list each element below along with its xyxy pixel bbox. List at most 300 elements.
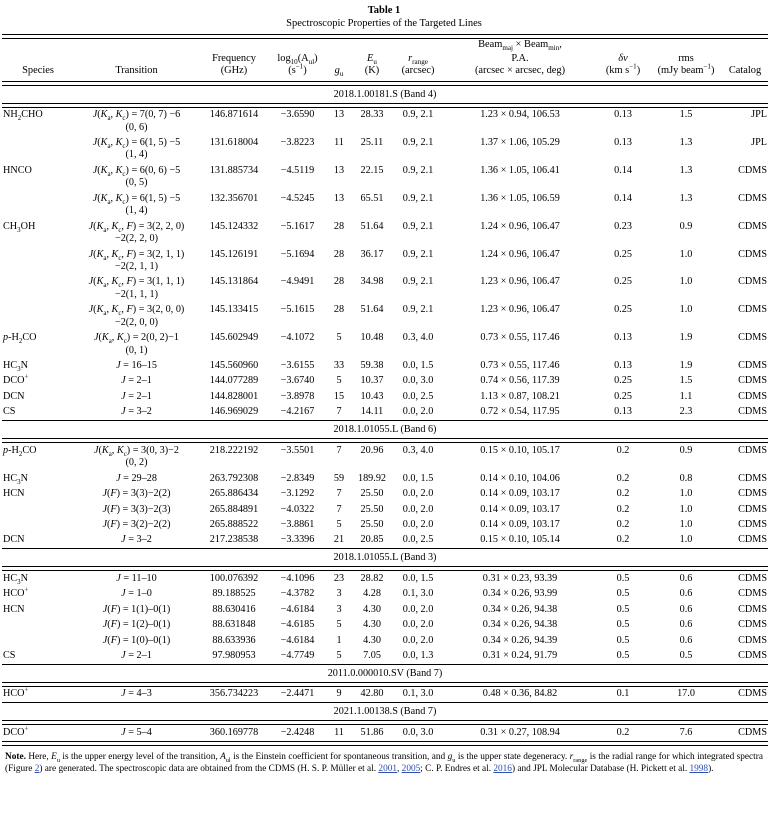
cell-species xyxy=(2,502,74,517)
table-row xyxy=(2,136,768,164)
cell-rrange: 0.9, 2.1 xyxy=(402,220,434,232)
cell-log-aul: −4.3782 xyxy=(280,588,315,600)
reference-link-2005[interactable]: 2005 xyxy=(401,764,421,775)
cell-catalog: CDMS xyxy=(738,603,767,615)
header-gu-sub: u xyxy=(339,70,344,79)
table-row xyxy=(2,487,768,502)
header-log-unit-open: (s xyxy=(288,65,296,77)
transition-line-1: J = 2–1 xyxy=(121,390,152,402)
cell-rrange: 0.0, 2.0 xyxy=(402,488,434,500)
note-rrange-sub: range xyxy=(573,756,588,764)
figure-2-link[interactable]: 2 xyxy=(34,764,40,775)
cell-gu: 9 xyxy=(336,688,342,700)
table-row xyxy=(2,602,768,617)
cell-gu: 23 xyxy=(333,572,345,584)
note-text-2: is the upper energy level of the transition, xyxy=(59,751,221,762)
cell-eu: 10.48 xyxy=(360,332,384,344)
species-subscript: 2 xyxy=(17,115,22,123)
cell-catalog: CDMS xyxy=(738,650,767,662)
species-subscript: 3 xyxy=(17,366,21,374)
cell-catalog: CDMS xyxy=(738,444,767,456)
cell-eu: 25.50 xyxy=(360,488,384,500)
header-rms-label: rms xyxy=(678,53,694,65)
header-v-symbol: v xyxy=(623,53,628,65)
cell-transition xyxy=(74,571,199,587)
note-eu-symbol: E xyxy=(51,751,57,762)
transition-line-1: J(F) = 1(0)–0(1) xyxy=(102,634,171,646)
header-eu-unit: (K) xyxy=(364,65,380,77)
cell-transition xyxy=(74,487,199,502)
cell-gu: 5 xyxy=(336,619,342,631)
transition-line-2: (1, 4) xyxy=(125,205,148,217)
header-log-aul xyxy=(269,51,326,81)
cell-eu: 20.85 xyxy=(360,534,384,546)
table-row xyxy=(2,219,768,247)
cell-species xyxy=(2,303,74,331)
table-row xyxy=(2,502,768,517)
table-row xyxy=(2,618,768,633)
cell-rms: 0.6 xyxy=(679,572,693,584)
cell-species: $p-H_2CO$ xyxy=(3,444,37,458)
cell-catalog: CDMS xyxy=(738,276,767,288)
cell-eu: 59.38 xyxy=(360,360,384,372)
cell-rrange: 0.0, 1.5 xyxy=(402,472,434,484)
cell-transition xyxy=(74,633,199,648)
cell-rrange: 0.0, 1.3 xyxy=(402,650,434,662)
cell-log-aul: −4.2167 xyxy=(280,406,315,418)
header-rms xyxy=(650,51,722,81)
cell-transition xyxy=(74,136,199,164)
header-eu-symbol: E xyxy=(367,53,374,65)
cell-catalog: CDMS xyxy=(738,503,767,515)
cell-frequency: 356.734223 xyxy=(209,688,259,700)
cell-beam: 0.72 × 0.54, 117.95 xyxy=(480,406,560,418)
cell-transition xyxy=(74,649,199,665)
note-gu-sub: u xyxy=(452,756,456,764)
cell-catalog: JPL xyxy=(751,137,767,149)
spectroscopic-properties-table xyxy=(2,34,768,746)
cell-frequency: 88.631848 xyxy=(212,619,256,631)
cell-rms: 7.6 xyxy=(679,726,693,738)
cell-frequency: 145.131864 xyxy=(209,276,259,288)
cell-gu: 1 xyxy=(336,634,342,646)
cell-log-aul: −5.1694 xyxy=(280,248,315,260)
cell-log-aul: −3.5501 xyxy=(280,444,315,456)
cell-transition xyxy=(74,247,199,275)
cell-frequency: 265.886434 xyxy=(209,488,259,500)
cell-log-aul: −3.3396 xyxy=(280,534,315,546)
cell-delta-v: 0.13 xyxy=(614,137,632,149)
cell-transition xyxy=(74,303,199,331)
cell-transition xyxy=(74,405,199,421)
note-rrange-symbol: r xyxy=(569,751,574,762)
cell-delta-v: 0.14 xyxy=(614,164,632,176)
section-header-row xyxy=(2,549,768,567)
header-frequency-unit: (GHz) xyxy=(220,65,248,77)
cell-delta-v: 0.14 xyxy=(614,192,632,204)
cell-rms: 1.0 xyxy=(679,503,693,515)
cell-delta-v: 0.2 xyxy=(616,472,630,484)
cell-beam: 1.23 × 0.96, 106.47 xyxy=(480,304,560,316)
cell-eu: 20.96 xyxy=(360,444,384,456)
cell-eu: 22.15 xyxy=(360,164,384,176)
cell-beam: 0.73 × 0.55, 117.46 xyxy=(480,332,560,344)
transition-line-1: $J(K_a$, $K_c) = 6(0$, 6) −5 xyxy=(92,164,181,178)
cell-frequency: 360.169778 xyxy=(209,726,259,738)
transition-line-1: $J(K_a$, $K_c$, F) = 3(2, 1, 1) xyxy=(88,248,185,262)
section-label: 2011.0.000010.SV (Band 7) xyxy=(327,667,443,679)
transition-line-1: $J(K_a$, $K_c) = 3(0$, 3)−2 xyxy=(93,444,179,458)
table-row xyxy=(2,275,768,303)
cell-gu: 7 xyxy=(336,444,342,456)
header-dv-unit-exp: −1 xyxy=(629,62,637,71)
cell-eu: 28.33 xyxy=(360,109,384,121)
cell-rms: 1.0 xyxy=(679,534,693,546)
note-gu-symbol: g xyxy=(447,751,453,762)
cell-gu: 7 xyxy=(336,503,342,515)
cell-transition xyxy=(74,107,199,135)
cell-gu: 7 xyxy=(336,406,342,418)
note-label: Note. xyxy=(5,751,26,762)
cell-species xyxy=(2,191,74,219)
transition-line-1: $J(K_a$, $K_c) = 2(0$, 2)−1 xyxy=(93,332,179,346)
cell-rms: 17.0 xyxy=(677,688,695,700)
cell-delta-v: 0.5 xyxy=(616,603,630,615)
cell-catalog: CDMS xyxy=(738,248,767,260)
transition-line-1: $J(K_a$, $K_c$, F) = 3(2, 2, 0) xyxy=(88,220,185,234)
cell-beam: 1.24 × 0.96, 106.47 xyxy=(480,220,560,232)
header-rms-unit-open: (mJy beam xyxy=(657,65,704,77)
cell-delta-v: 0.23 xyxy=(614,220,632,232)
cell-gu: 11 xyxy=(334,726,344,738)
table-row xyxy=(2,163,768,191)
cell-log-aul: −3.6155 xyxy=(280,360,315,372)
cell-beam: 0.15 × 0.10, 105.14 xyxy=(480,534,560,546)
table-row xyxy=(2,443,768,471)
cell-eu: 10.37 xyxy=(360,375,384,387)
cell-frequency: 218.222192 xyxy=(209,444,259,456)
header-aul-open: (A xyxy=(297,53,309,65)
cell-gu: 5 xyxy=(336,518,342,530)
table-row xyxy=(2,649,768,665)
cell-log-aul: −4.0322 xyxy=(280,503,315,515)
header-species: Species xyxy=(22,65,54,77)
cell-eu: 25.50 xyxy=(360,503,384,515)
cell-delta-v: 0.25 xyxy=(614,276,632,288)
cell-rrange: 0.9, 2.1 xyxy=(402,164,434,176)
header-log-base: 10 xyxy=(290,58,298,67)
cell-rrange: 0.0, 2.0 xyxy=(402,619,434,631)
section-header-row xyxy=(2,421,768,439)
cell-log-aul: −4.5119 xyxy=(280,164,315,176)
cell-species xyxy=(2,633,74,648)
cell-frequency: 145.133415 xyxy=(209,304,259,316)
cell-beam: 0.31 × 0.24, 91.79 xyxy=(482,650,558,662)
cell-beam: 1.36 × 1.05, 106.59 xyxy=(480,192,560,204)
cell-species: DCO+ xyxy=(3,725,29,738)
cell-catalog: CDMS xyxy=(738,390,767,402)
reference-link-2001[interactable]: 2001 xyxy=(378,764,398,775)
cell-rms: 0.5 xyxy=(679,650,693,662)
header-rrange-symbol: r xyxy=(408,53,413,65)
cell-beam: 0.14 × 0.09, 103.17 xyxy=(480,503,560,515)
species-superscript: + xyxy=(24,374,29,382)
section-label: 2021.1.00138.S (Band 7) xyxy=(333,706,437,718)
header-delta-symbol: δ xyxy=(618,53,624,65)
cell-rrange: 0.9, 2.1 xyxy=(402,276,434,288)
cell-gu: 13 xyxy=(333,192,345,204)
cell-gu: 5 xyxy=(336,332,342,344)
column-header-row xyxy=(2,51,768,81)
table-note xyxy=(2,747,766,775)
cell-rms: 1.0 xyxy=(679,276,693,288)
note-text-10: ). xyxy=(708,764,714,775)
section-label: 2018.1.01055.L (Band 3) xyxy=(333,552,437,564)
cell-gu: 3 xyxy=(336,588,342,600)
cell-delta-v: 0.13 xyxy=(614,109,632,121)
cell-log-aul: −2.8349 xyxy=(280,472,315,484)
cell-species: $HC_3N$ xyxy=(3,472,28,486)
cell-rrange: 0.0, 2.0 xyxy=(402,503,434,515)
cell-eu: 65.51 xyxy=(360,192,384,204)
transition-line-2: −2(1, 1, 1) xyxy=(114,288,159,300)
cell-rrange: 0.0, 3.0 xyxy=(402,726,434,738)
cell-catalog: CDMS xyxy=(738,634,767,646)
cell-rms: 1.3 xyxy=(679,137,693,149)
cell-frequency: 146.871614 xyxy=(209,109,259,121)
header-gu-symbol: g xyxy=(334,65,340,77)
cell-species xyxy=(2,247,74,275)
note-text-9: ) and JPL Molecular Database (H. Pickett et al. xyxy=(511,764,690,775)
cell-rms: 1.9 xyxy=(679,332,693,344)
transition-line-1: J = 2–1 xyxy=(121,375,152,387)
cell-species: DCO+ xyxy=(3,374,29,387)
cell-catalog: CDMS xyxy=(738,360,767,372)
cell-beam: 0.34 × 0.26, 94.38 xyxy=(482,619,558,631)
cell-gu: 59 xyxy=(333,472,345,484)
cell-frequency: 131.618004 xyxy=(209,137,259,149)
cell-rms: 0.9 xyxy=(679,444,693,456)
transition-line-1: J(F) = 1(2)–0(1) xyxy=(102,619,171,631)
cell-delta-v: 0.13 xyxy=(614,360,632,372)
reference-link-1998[interactable]: 1998 xyxy=(689,764,709,775)
species-superscript: + xyxy=(24,586,29,594)
cell-catalog: CDMS xyxy=(738,588,767,600)
beam-min-label: Beam xyxy=(524,38,549,50)
cell-beam: 0.74 × 0.56, 117.39 xyxy=(480,375,560,387)
table-row xyxy=(2,405,768,421)
cell-rms: 1.3 xyxy=(679,164,693,176)
header-frequency xyxy=(199,51,269,81)
cell-delta-v: 0.5 xyxy=(616,650,630,662)
transition-line-1: J = 5–4 xyxy=(121,726,152,738)
cell-rms: 0.6 xyxy=(679,588,693,600)
cell-species: DCN xyxy=(3,390,25,402)
cell-log-aul: −3.1292 xyxy=(280,488,315,500)
cell-log-aul: −4.6185 xyxy=(280,619,315,631)
cell-rms: 0.8 xyxy=(679,472,693,484)
cell-log-aul: −3.8223 xyxy=(280,137,315,149)
cell-gu: 3 xyxy=(336,603,342,615)
section-header-row xyxy=(2,85,768,103)
cell-log-aul: −5.1617 xyxy=(280,220,315,232)
table-row xyxy=(2,247,768,275)
cell-gu: 11 xyxy=(334,137,344,149)
cell-frequency: 265.888522 xyxy=(209,518,259,530)
cell-rrange: 0.1, 3.0 xyxy=(402,588,434,600)
cell-frequency: 146.969029 xyxy=(209,406,259,418)
header-rms-unit-close: ) xyxy=(710,65,715,77)
cell-rrange: 0.0, 2.5 xyxy=(402,534,434,546)
cell-gu: 28 xyxy=(333,248,345,260)
cell-eu: 42.80 xyxy=(360,688,384,700)
beam-maj-sub: maj xyxy=(502,43,513,52)
transition-line-2: −2(2, 0, 0) xyxy=(114,316,159,328)
transition-line-2: (0, 5) xyxy=(125,177,148,189)
cell-delta-v: 0.25 xyxy=(614,390,632,402)
cell-log-aul: −3.6740 xyxy=(280,375,315,387)
cell-eu: 4.30 xyxy=(363,634,381,646)
transition-line-1: $J(K_a$, $K_c) = 7(0$, 7) −6 xyxy=(92,109,181,123)
cell-rms: 1.0 xyxy=(679,518,693,530)
note-aul-symbol: A xyxy=(220,751,226,762)
cell-rrange: 0.9, 2.1 xyxy=(402,248,434,260)
table-row xyxy=(2,359,768,374)
cell-gu: 7 xyxy=(336,488,342,500)
cell-beam: 0.34 × 0.26, 94.39 xyxy=(482,634,558,646)
section-end-rule xyxy=(2,741,768,745)
table-title: Spectroscopic Properties of the Targeted Lines xyxy=(286,18,482,30)
header-rrange-sub: range xyxy=(412,58,428,67)
cell-log-aul: −4.9491 xyxy=(280,276,315,288)
cell-eu: 28.82 xyxy=(360,572,384,584)
cell-catalog: CDMS xyxy=(738,518,767,530)
cell-log-aul: −3.8978 xyxy=(280,390,315,402)
cell-delta-v: 0.5 xyxy=(616,619,630,631)
cell-species: HNCO xyxy=(3,164,32,176)
cell-rms: 0.9 xyxy=(679,220,693,232)
cell-beam: 0.31 × 0.23, 93.39 xyxy=(482,572,558,584)
cell-species: HCN xyxy=(3,603,25,615)
cell-beam: 0.34 × 0.26, 94.38 xyxy=(482,603,558,615)
beam-maj-label: Beam xyxy=(478,38,503,50)
cell-eu: 4.28 xyxy=(363,588,381,600)
cell-species xyxy=(2,517,74,532)
cell-eu: 51.64 xyxy=(360,220,384,232)
cell-rms: 1.0 xyxy=(679,488,693,500)
table-row xyxy=(2,633,768,648)
table-row xyxy=(2,191,768,219)
section-header-row xyxy=(2,665,768,683)
transition-line-2: (0, 2) xyxy=(125,457,148,469)
cell-log-aul: −4.6184 xyxy=(280,634,315,646)
cell-frequency: 145.126191 xyxy=(209,248,259,260)
cell-frequency: 88.630416 xyxy=(212,603,256,615)
transition-line-1: $J(K_a$, $K_c$, F) = 3(1, 1, 1) xyxy=(88,276,185,290)
cell-delta-v: 0.2 xyxy=(616,534,630,546)
cell-frequency: 89.188525 xyxy=(212,588,256,600)
transition-line-2: (0, 1) xyxy=(125,344,148,356)
cell-log-aul: −4.1096 xyxy=(280,572,315,584)
cell-gu: 15 xyxy=(333,390,345,402)
cell-frequency: 131.885734 xyxy=(209,164,259,176)
cell-beam: 1.23 × 0.96, 106.47 xyxy=(480,276,560,288)
table-row xyxy=(2,331,768,359)
cell-rrange: 0.0, 2.0 xyxy=(402,518,434,530)
cell-eu: 25.50 xyxy=(360,518,384,530)
cell-rms: 1.3 xyxy=(679,192,693,204)
cell-rms: 1.0 xyxy=(679,304,693,316)
species-subscript: 3 xyxy=(17,578,21,586)
note-text-4: is the upper state degeneracy. xyxy=(455,751,570,762)
cell-log-aul: −4.6184 xyxy=(280,603,315,615)
table-row xyxy=(2,471,768,486)
transition-line-1: J = 3–2 xyxy=(121,406,152,418)
cell-beam: 0.31 × 0.27, 108.94 xyxy=(480,726,560,738)
header-deltav xyxy=(596,51,650,81)
cell-species xyxy=(2,275,74,303)
cell-beam: 1.13 × 0.87, 108.21 xyxy=(480,390,560,402)
cell-delta-v: 0.2 xyxy=(616,518,630,530)
cell-rrange: 0.9, 2.1 xyxy=(402,304,434,316)
cell-transition xyxy=(74,517,199,532)
cell-frequency: 100.076392 xyxy=(209,572,259,584)
species-prefix-italic: p xyxy=(3,444,9,456)
cell-rrange: 0.9, 2.1 xyxy=(402,109,434,121)
transition-line-1: $J(K_a$, $K_c$, F) = 3(2, 0, 0) xyxy=(88,304,185,318)
cell-rrange: 0.0, 1.5 xyxy=(402,360,434,372)
cell-catalog: CDMS xyxy=(738,726,767,738)
cell-catalog: CDMS xyxy=(738,164,767,176)
header-gu xyxy=(326,51,352,81)
header-rrange-unit: (arcsec) xyxy=(401,65,435,77)
transition-line-1: J = 16–15 xyxy=(116,360,157,372)
cell-rms: 1.9 xyxy=(679,360,693,372)
cell-rrange: 0.9, 2.1 xyxy=(402,137,434,149)
cell-delta-v: 0.25 xyxy=(614,248,632,260)
cell-eu: 189.92 xyxy=(357,472,386,484)
cell-beam: 0.14 × 0.09, 103.17 xyxy=(480,518,560,530)
cell-rms: 0.6 xyxy=(679,619,693,631)
cell-species: HCO+ xyxy=(3,586,29,600)
cell-species xyxy=(2,136,74,164)
cell-transition xyxy=(74,443,199,471)
cell-gu: 28 xyxy=(333,304,345,316)
cell-transition xyxy=(74,725,199,741)
transition-line-1: J(F) = 3(3)−2(2) xyxy=(102,488,171,500)
header-catalog: Catalog xyxy=(728,65,762,77)
cell-transition xyxy=(74,219,199,247)
cell-rms: 1.5 xyxy=(679,109,693,121)
transition-line-1: J(F) = 3(2)−2(2) xyxy=(102,518,171,530)
cell-delta-v: 0.13 xyxy=(614,332,632,344)
species-subscript: 3 xyxy=(17,226,21,234)
cell-catalog: CDMS xyxy=(738,572,767,584)
cell-catalog: CDMS xyxy=(738,619,767,631)
species-subscript: 3 xyxy=(17,478,21,486)
header-aul-close: ) xyxy=(314,53,318,65)
cell-gu: 5 xyxy=(336,375,342,387)
cell-frequency: 97.980953 xyxy=(212,650,256,662)
cell-rms: 1.1 xyxy=(679,390,693,402)
cell-beam: 0.73 × 0.55, 117.46 xyxy=(480,360,560,372)
header-frequency-line1: Frequency xyxy=(212,53,256,65)
reference-link-2016[interactable]: 2016 xyxy=(493,764,512,775)
cell-species: $NH_2CHO$ xyxy=(3,109,43,123)
cell-species: DCN xyxy=(3,534,25,546)
cell-delta-v: 0.25 xyxy=(614,375,632,387)
cell-species: CS xyxy=(3,650,16,662)
